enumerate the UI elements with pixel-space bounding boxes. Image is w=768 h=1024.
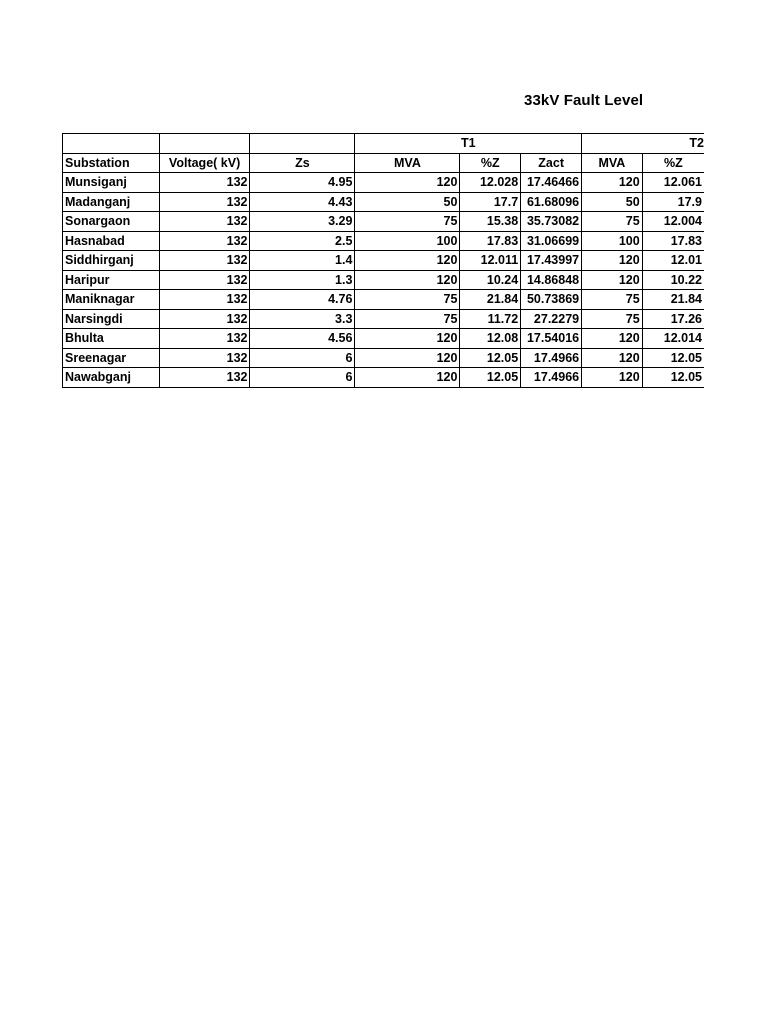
group-header-t1: T1 — [355, 134, 582, 154]
header-t2-mva: MVA — [582, 153, 643, 173]
t2-pct-z-cell: 10.22 — [642, 270, 704, 290]
substation-cell: Maniknagar — [63, 290, 160, 310]
t1-mva-cell: 75 — [355, 212, 460, 232]
table-row — [63, 173, 705, 193]
fault-level-table — [62, 133, 704, 388]
voltage-cell: 132 — [159, 368, 250, 388]
zs-cell: 2.5 — [250, 231, 355, 251]
group-header-blank — [250, 134, 355, 154]
table-row — [63, 329, 705, 349]
t1-zact-cell: 61.68096 — [521, 192, 582, 212]
zs-cell: 6 — [250, 348, 355, 368]
table-row — [63, 251, 705, 271]
t1-pct-z-cell: 12.028 — [460, 173, 521, 193]
substation-cell: Siddhirganj — [63, 251, 160, 271]
t1-zact-cell: 17.4966 — [521, 348, 582, 368]
t1-mva-cell: 120 — [355, 348, 460, 368]
header-substation: Substation — [63, 153, 160, 173]
t2-mva-cell: 75 — [582, 212, 643, 232]
t2-pct-z-cell: 12.05 — [642, 368, 704, 388]
substation-cell: Hasnabad — [63, 231, 160, 251]
header-t1-pct-z: %Z — [460, 153, 521, 173]
zs-cell: 4.43 — [250, 192, 355, 212]
t1-zact-cell: 17.46466 — [521, 173, 582, 193]
t2-mva-cell: 120 — [582, 329, 643, 349]
zs-cell: 6 — [250, 368, 355, 388]
t1-pct-z-cell: 12.05 — [460, 348, 521, 368]
t2-mva-cell: 100 — [582, 231, 643, 251]
voltage-cell: 132 — [159, 309, 250, 329]
zs-cell: 4.76 — [250, 290, 355, 310]
header-voltage: Voltage( kV) — [159, 153, 250, 173]
t1-pct-z-cell: 12.011 — [460, 251, 521, 271]
t1-pct-z-cell: 21.84 — [460, 290, 521, 310]
t1-zact-cell: 14.86848 — [521, 270, 582, 290]
zs-cell: 1.4 — [250, 251, 355, 271]
t1-mva-cell: 50 — [355, 192, 460, 212]
table-row — [63, 270, 705, 290]
t2-pct-z-cell: 12.05 — [642, 348, 704, 368]
sheet-title: 33kV Fault Level — [524, 92, 644, 109]
voltage-cell: 132 — [159, 192, 250, 212]
t1-pct-z-cell: 15.38 — [460, 212, 521, 232]
voltage-cell: 132 — [159, 348, 250, 368]
table-row — [63, 348, 705, 368]
table-row — [63, 309, 705, 329]
group-header-row — [63, 134, 705, 154]
t1-pct-z-cell: 11.72 — [460, 309, 521, 329]
t2-pct-z-cell: 17.83 — [642, 231, 704, 251]
t1-mva-cell: 120 — [355, 251, 460, 271]
t2-pct-z-cell: 17.9 — [642, 192, 704, 212]
header-zs: Zs — [250, 153, 355, 173]
t1-mva-cell: 120 — [355, 368, 460, 388]
t1-zact-cell: 31.06699 — [521, 231, 582, 251]
t2-pct-z-cell: 12.061 — [642, 173, 704, 193]
t1-zact-cell: 17.43997 — [521, 251, 582, 271]
group-header-blank — [63, 134, 160, 154]
substation-cell: Munsiganj — [63, 173, 160, 193]
t1-mva-cell: 120 — [355, 173, 460, 193]
t1-zact-cell: 17.4966 — [521, 368, 582, 388]
t2-mva-cell: 120 — [582, 173, 643, 193]
group-header-blank — [159, 134, 250, 154]
zs-cell: 3.29 — [250, 212, 355, 232]
t2-mva-cell: 120 — [582, 251, 643, 271]
t2-mva-cell: 120 — [582, 270, 643, 290]
t2-mva-cell: 75 — [582, 290, 643, 310]
t1-zact-cell: 27.2279 — [521, 309, 582, 329]
t1-mva-cell: 100 — [355, 231, 460, 251]
fault-level-table-container — [62, 133, 704, 388]
t1-pct-z-cell: 12.05 — [460, 368, 521, 388]
table-row — [63, 212, 705, 232]
voltage-cell: 132 — [159, 212, 250, 232]
zs-cell: 4.56 — [250, 329, 355, 349]
t1-pct-z-cell: 12.08 — [460, 329, 521, 349]
t2-mva-cell: 75 — [582, 309, 643, 329]
t1-mva-cell: 120 — [355, 329, 460, 349]
t1-zact-cell: 50.73869 — [521, 290, 582, 310]
voltage-cell: 132 — [159, 329, 250, 349]
column-header-row — [63, 153, 705, 173]
t2-pct-z-cell: 12.01 — [642, 251, 704, 271]
t1-pct-z-cell: 17.7 — [460, 192, 521, 212]
substation-cell: Madanganj — [63, 192, 160, 212]
zs-cell: 3.3 — [250, 309, 355, 329]
t2-mva-cell: 120 — [582, 368, 643, 388]
table-row — [63, 290, 705, 310]
t2-pct-z-cell: 12.004 — [642, 212, 704, 232]
substation-cell: Narsingdi — [63, 309, 160, 329]
t2-mva-cell: 50 — [582, 192, 643, 212]
voltage-cell: 132 — [159, 251, 250, 271]
voltage-cell: 132 — [159, 270, 250, 290]
t1-mva-cell: 75 — [355, 309, 460, 329]
group-header-t2: T2 — [582, 134, 704, 154]
zs-cell: 4.95 — [250, 173, 355, 193]
t2-mva-cell: 120 — [582, 348, 643, 368]
t1-pct-z-cell: 10.24 — [460, 270, 521, 290]
substation-cell: Sreenagar — [63, 348, 160, 368]
t1-pct-z-cell: 17.83 — [460, 231, 521, 251]
table-row — [63, 192, 705, 212]
t1-zact-cell: 35.73082 — [521, 212, 582, 232]
t1-mva-cell: 120 — [355, 270, 460, 290]
t2-pct-z-cell: 21.84 — [642, 290, 704, 310]
voltage-cell: 132 — [159, 173, 250, 193]
voltage-cell: 132 — [159, 231, 250, 251]
t1-mva-cell: 75 — [355, 290, 460, 310]
substation-cell: Haripur — [63, 270, 160, 290]
zs-cell: 1.3 — [250, 270, 355, 290]
table-row — [63, 231, 705, 251]
voltage-cell: 132 — [159, 290, 250, 310]
header-t1-mva: MVA — [355, 153, 460, 173]
header-t2-pct-z: %Z — [642, 153, 704, 173]
header-t1-zact: Zact — [521, 153, 582, 173]
substation-cell: Sonargaon — [63, 212, 160, 232]
table-row — [63, 368, 705, 388]
substation-cell: Bhulta — [63, 329, 160, 349]
substation-cell: Nawabganj — [63, 368, 160, 388]
t2-pct-z-cell: 17.26 — [642, 309, 704, 329]
t1-zact-cell: 17.54016 — [521, 329, 582, 349]
t2-pct-z-cell: 12.014 — [642, 329, 704, 349]
